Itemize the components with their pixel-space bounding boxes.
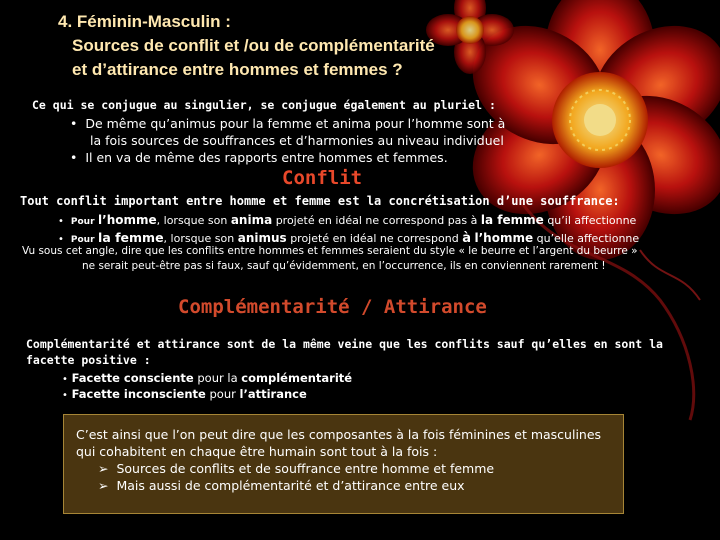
emphasis-text: complémentarité: [241, 371, 353, 385]
bullet-dot-icon: •: [58, 216, 64, 227]
emphasis-text: l’homme: [474, 231, 534, 245]
intro-lead: Ce qui se conjugue au singulier, se conjugue également au pluriel :: [32, 98, 496, 112]
intro-bullet-1-continued: la fois sources de souffrances et d’harmonies au niveau individuel: [90, 133, 504, 148]
summary-item-2: [98, 478, 465, 493]
complementarite-lead-line-2: facette positive :: [26, 353, 151, 367]
text: projeté en idéal ne correspond pas à: [275, 214, 478, 227]
conflit-bullet-1: [58, 213, 636, 227]
pour-label: Pour: [70, 235, 95, 245]
text: , lorsque son: [156, 214, 228, 227]
intro-bullet-1-text: De même qu’animus pour la femme et anima pour l’homme sont à: [85, 116, 506, 131]
complementarite-heading: Complémentarité / Attirance: [178, 296, 487, 318]
bullet-dot-icon: •: [62, 374, 68, 385]
page-title: [58, 10, 435, 82]
emphasis-text: à: [462, 231, 471, 246]
summary-item-2-text: Mais aussi de complémentarité et d’attirance entre eux: [116, 478, 465, 493]
title-line-2: Sources de conflit et /ou de complémentarité: [72, 36, 435, 55]
emphasis-text: l’homme: [98, 213, 157, 227]
emphasis-text: Facette inconsciente: [71, 387, 206, 401]
summary-item-1-text: Sources de conflits et de souffrance entre homme et femme: [116, 461, 495, 476]
arrow-bullet-icon: ➢: [98, 461, 109, 476]
text: pour la: [197, 371, 238, 385]
emphasis-text: la femme: [98, 230, 164, 245]
emphasis-text: Facette consciente: [71, 371, 194, 385]
complementarite-lead-line-1: Complémentarité et attirance sont de la même veine que les conflits sauf qu’elles en sont la: [26, 337, 663, 351]
arrow-bullet-icon: ➢: [98, 478, 109, 493]
conflit-heading: Conflit: [282, 167, 363, 189]
text: qu’il affectionne: [547, 214, 637, 227]
bullet-dot-icon: •: [70, 150, 78, 165]
conflit-paragraph-line-1: Vu sous cet angle, dire que les conflits entre hommes et femmes seraient du style « le beurre et l’argent du beurre »: [22, 245, 638, 257]
summary-box: [63, 414, 624, 514]
text: qu’elle affectionne: [536, 232, 640, 245]
complementarite-bullet-2: [62, 387, 307, 401]
text: projeté en idéal ne correspond: [290, 232, 459, 245]
summary-line-1: C’est ainsi que l’on peut dire que les composantes à la fois féminines et masculines: [76, 427, 602, 442]
pour-label: Pour: [70, 217, 95, 227]
text: pour: [209, 387, 236, 401]
summary-item-1: [98, 461, 494, 476]
emphasis-text: l’attirance: [239, 387, 307, 401]
bullet-dot-icon: •: [70, 116, 78, 131]
conflit-paragraph-line-2: ne serait peut-être pas si faux, sauf qu’évidemment, en l’occurrence, ils en conviennent rarement !: [82, 260, 606, 272]
emphasis-text: la femme: [480, 213, 544, 227]
intro-bullet-2-text: Il en va de même des rapports entre hommes et femmes.: [85, 150, 448, 165]
title-line-1: 4. Féminin-Masculin :: [58, 12, 231, 31]
intro-bullet-2: [70, 150, 448, 165]
title-line-3: et d’attirance entre hommes et femmes ?: [72, 60, 403, 79]
complementarite-bullet-1: [62, 371, 352, 385]
emphasis-text: anima: [230, 213, 273, 227]
text: , lorsque son: [163, 232, 235, 245]
summary-line-2: qui cohabitent en chaque être humain sont tout à la fois :: [76, 444, 438, 459]
conflit-bullet-2: [58, 230, 639, 246]
bullet-dot-icon: •: [58, 234, 64, 245]
emphasis-text: animus: [237, 231, 287, 245]
intro-bullet-1: [70, 116, 505, 131]
bullet-dot-icon: •: [62, 390, 68, 401]
conflit-lead: Tout conflit important entre homme et femme est la concrétisation d’une souffrance:: [20, 194, 620, 208]
